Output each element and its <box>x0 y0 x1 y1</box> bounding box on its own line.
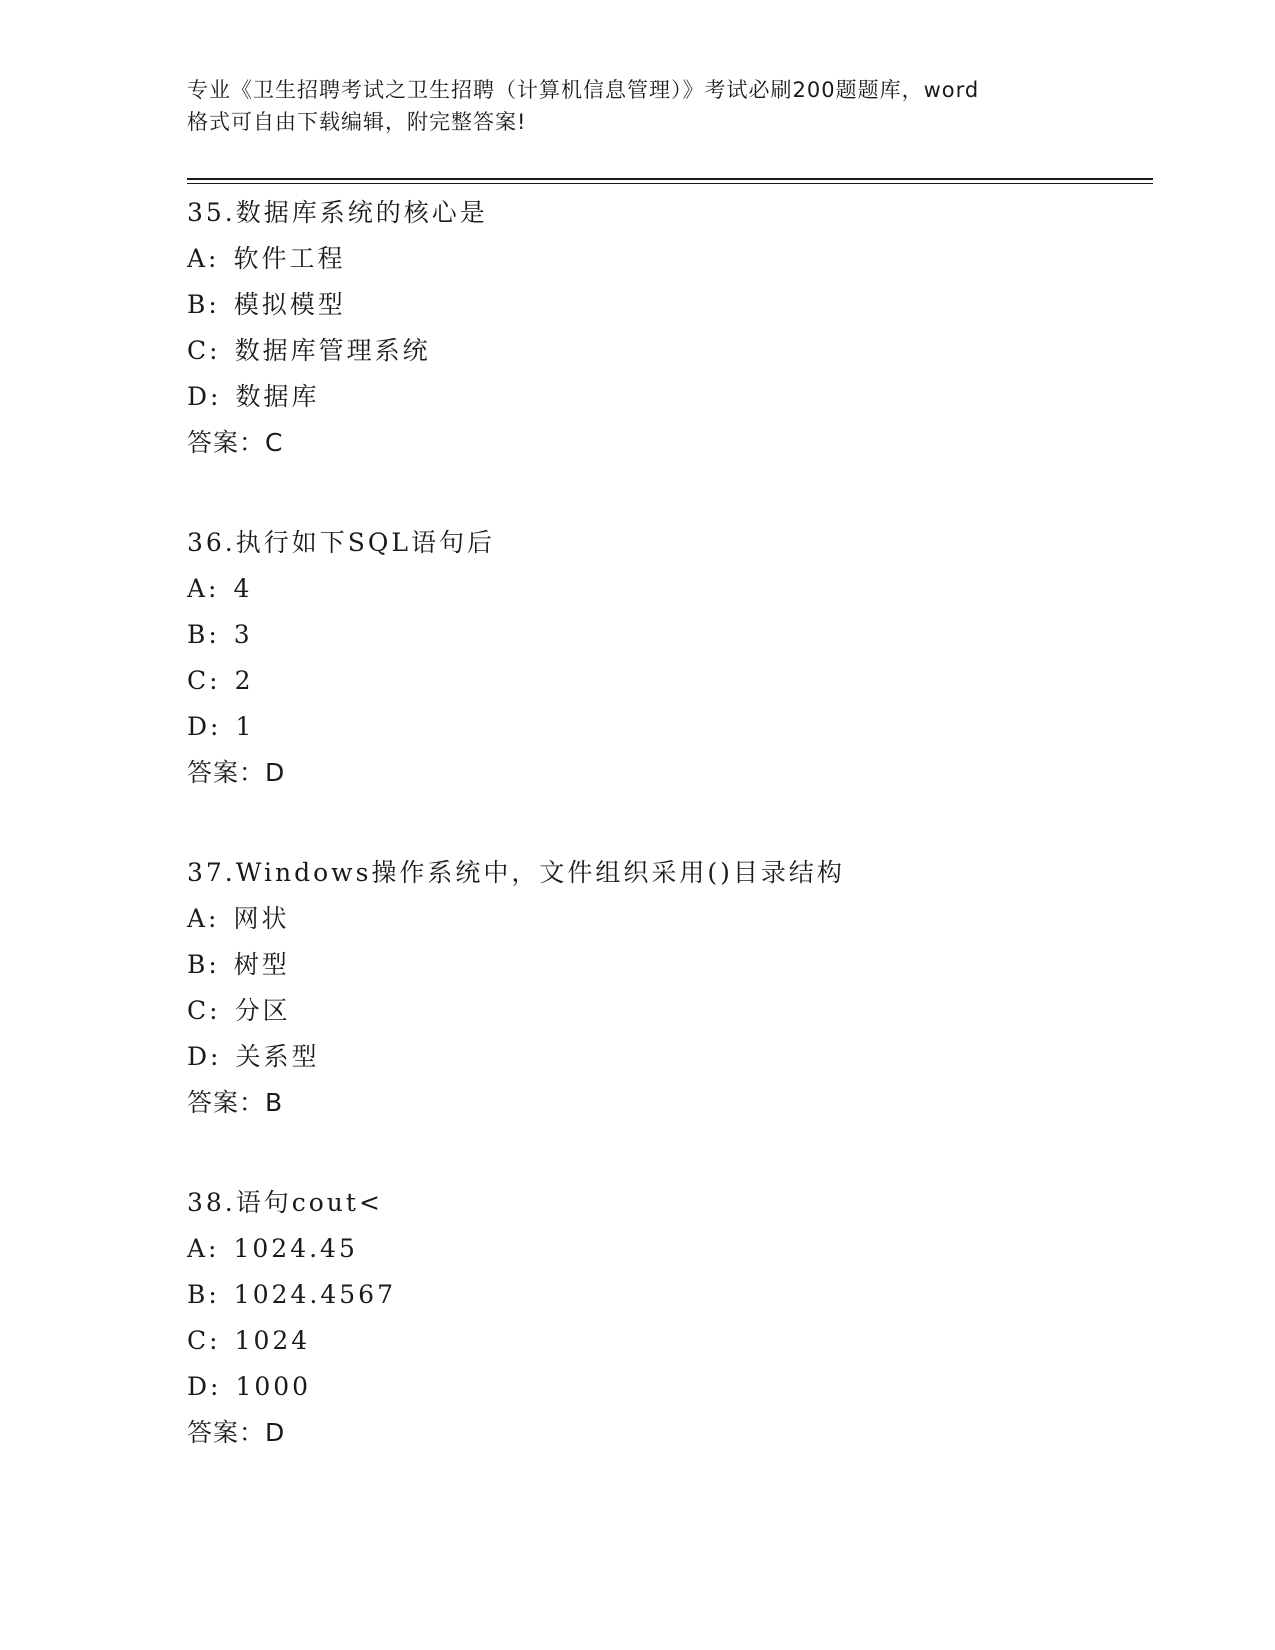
option-text: 4 <box>233 574 253 603</box>
option-letter: C: <box>187 996 221 1025</box>
option-text: 1 <box>235 712 255 741</box>
option-letter: A: <box>187 574 220 603</box>
question-stem: 37.Windows操作系统中，文件组织采用()目录结构 <box>187 858 845 887</box>
option-c <box>187 988 1147 1034</box>
option-letter: D: <box>187 712 222 741</box>
option-letter: D: <box>187 1042 222 1071</box>
option-a <box>187 566 1147 612</box>
answer-line: 答案：D <box>187 758 286 787</box>
option-text: 关系型 <box>235 1042 320 1071</box>
answer-line: 答案：D <box>187 1418 286 1447</box>
option-d <box>187 1034 1147 1080</box>
option-letter: B: <box>187 1280 220 1309</box>
option-letter: A: <box>187 244 220 273</box>
option-a <box>187 1226 1147 1272</box>
option-letter: C: <box>187 1326 221 1355</box>
option-text: 网状 <box>233 904 290 933</box>
option-text: 数据库管理系统 <box>234 336 431 365</box>
question-list <box>187 190 1147 1510</box>
option-text: 树型 <box>233 950 290 979</box>
option-text: 3 <box>233 620 253 649</box>
option-b <box>187 282 1147 328</box>
header-line-1: 专业《卫生招聘考试之卫生招聘（计算机信息管理）》考试必刷200题题库，word <box>187 78 980 102</box>
option-text: 数据库 <box>235 382 320 411</box>
option-text: 1000 <box>235 1372 312 1401</box>
option-letter: B: <box>187 950 220 979</box>
option-b <box>187 612 1147 658</box>
option-text: 模拟模型 <box>233 290 346 319</box>
option-letter: D: <box>187 382 222 411</box>
option-c <box>187 658 1147 704</box>
option-a <box>187 896 1147 942</box>
option-c <box>187 1318 1147 1364</box>
question-38 <box>187 1180 1147 1456</box>
option-d <box>187 704 1147 750</box>
option-letter: C: <box>187 666 221 695</box>
header-divider-thick <box>187 178 1153 180</box>
answer-line: 答案：C <box>187 428 284 457</box>
question-37 <box>187 850 1147 1126</box>
option-a <box>187 236 1147 282</box>
option-letter: B: <box>187 620 220 649</box>
option-letter: A: <box>187 904 220 933</box>
option-text: 2 <box>234 666 254 695</box>
question-stem: 36.执行如下SQL语句后 <box>187 528 495 557</box>
answer-line: 答案：B <box>187 1088 284 1117</box>
option-letter: A: <box>187 1234 220 1263</box>
question-36 <box>187 520 1147 796</box>
option-text: 1024.45 <box>233 1234 358 1263</box>
question-stem: 35.数据库系统的核心是 <box>187 198 488 227</box>
question-stem: 38.语句cout< <box>187 1188 383 1217</box>
option-text: 1024.4567 <box>233 1280 396 1309</box>
header-line-2: 格式可自由下载编辑，附完整答案! <box>187 110 527 134</box>
option-letter: C: <box>187 336 221 365</box>
option-b <box>187 1272 1147 1318</box>
option-b <box>187 942 1147 988</box>
option-d <box>187 1364 1147 1410</box>
option-d <box>187 374 1147 420</box>
option-text: 1024 <box>234 1326 311 1355</box>
header-divider-thin <box>187 183 1153 184</box>
question-35 <box>187 190 1147 466</box>
option-letter: D: <box>187 1372 222 1401</box>
option-text: 分区 <box>234 996 291 1025</box>
option-letter: B: <box>187 290 220 319</box>
document-header <box>187 74 1087 138</box>
option-c <box>187 328 1147 374</box>
option-text: 软件工程 <box>233 244 346 273</box>
